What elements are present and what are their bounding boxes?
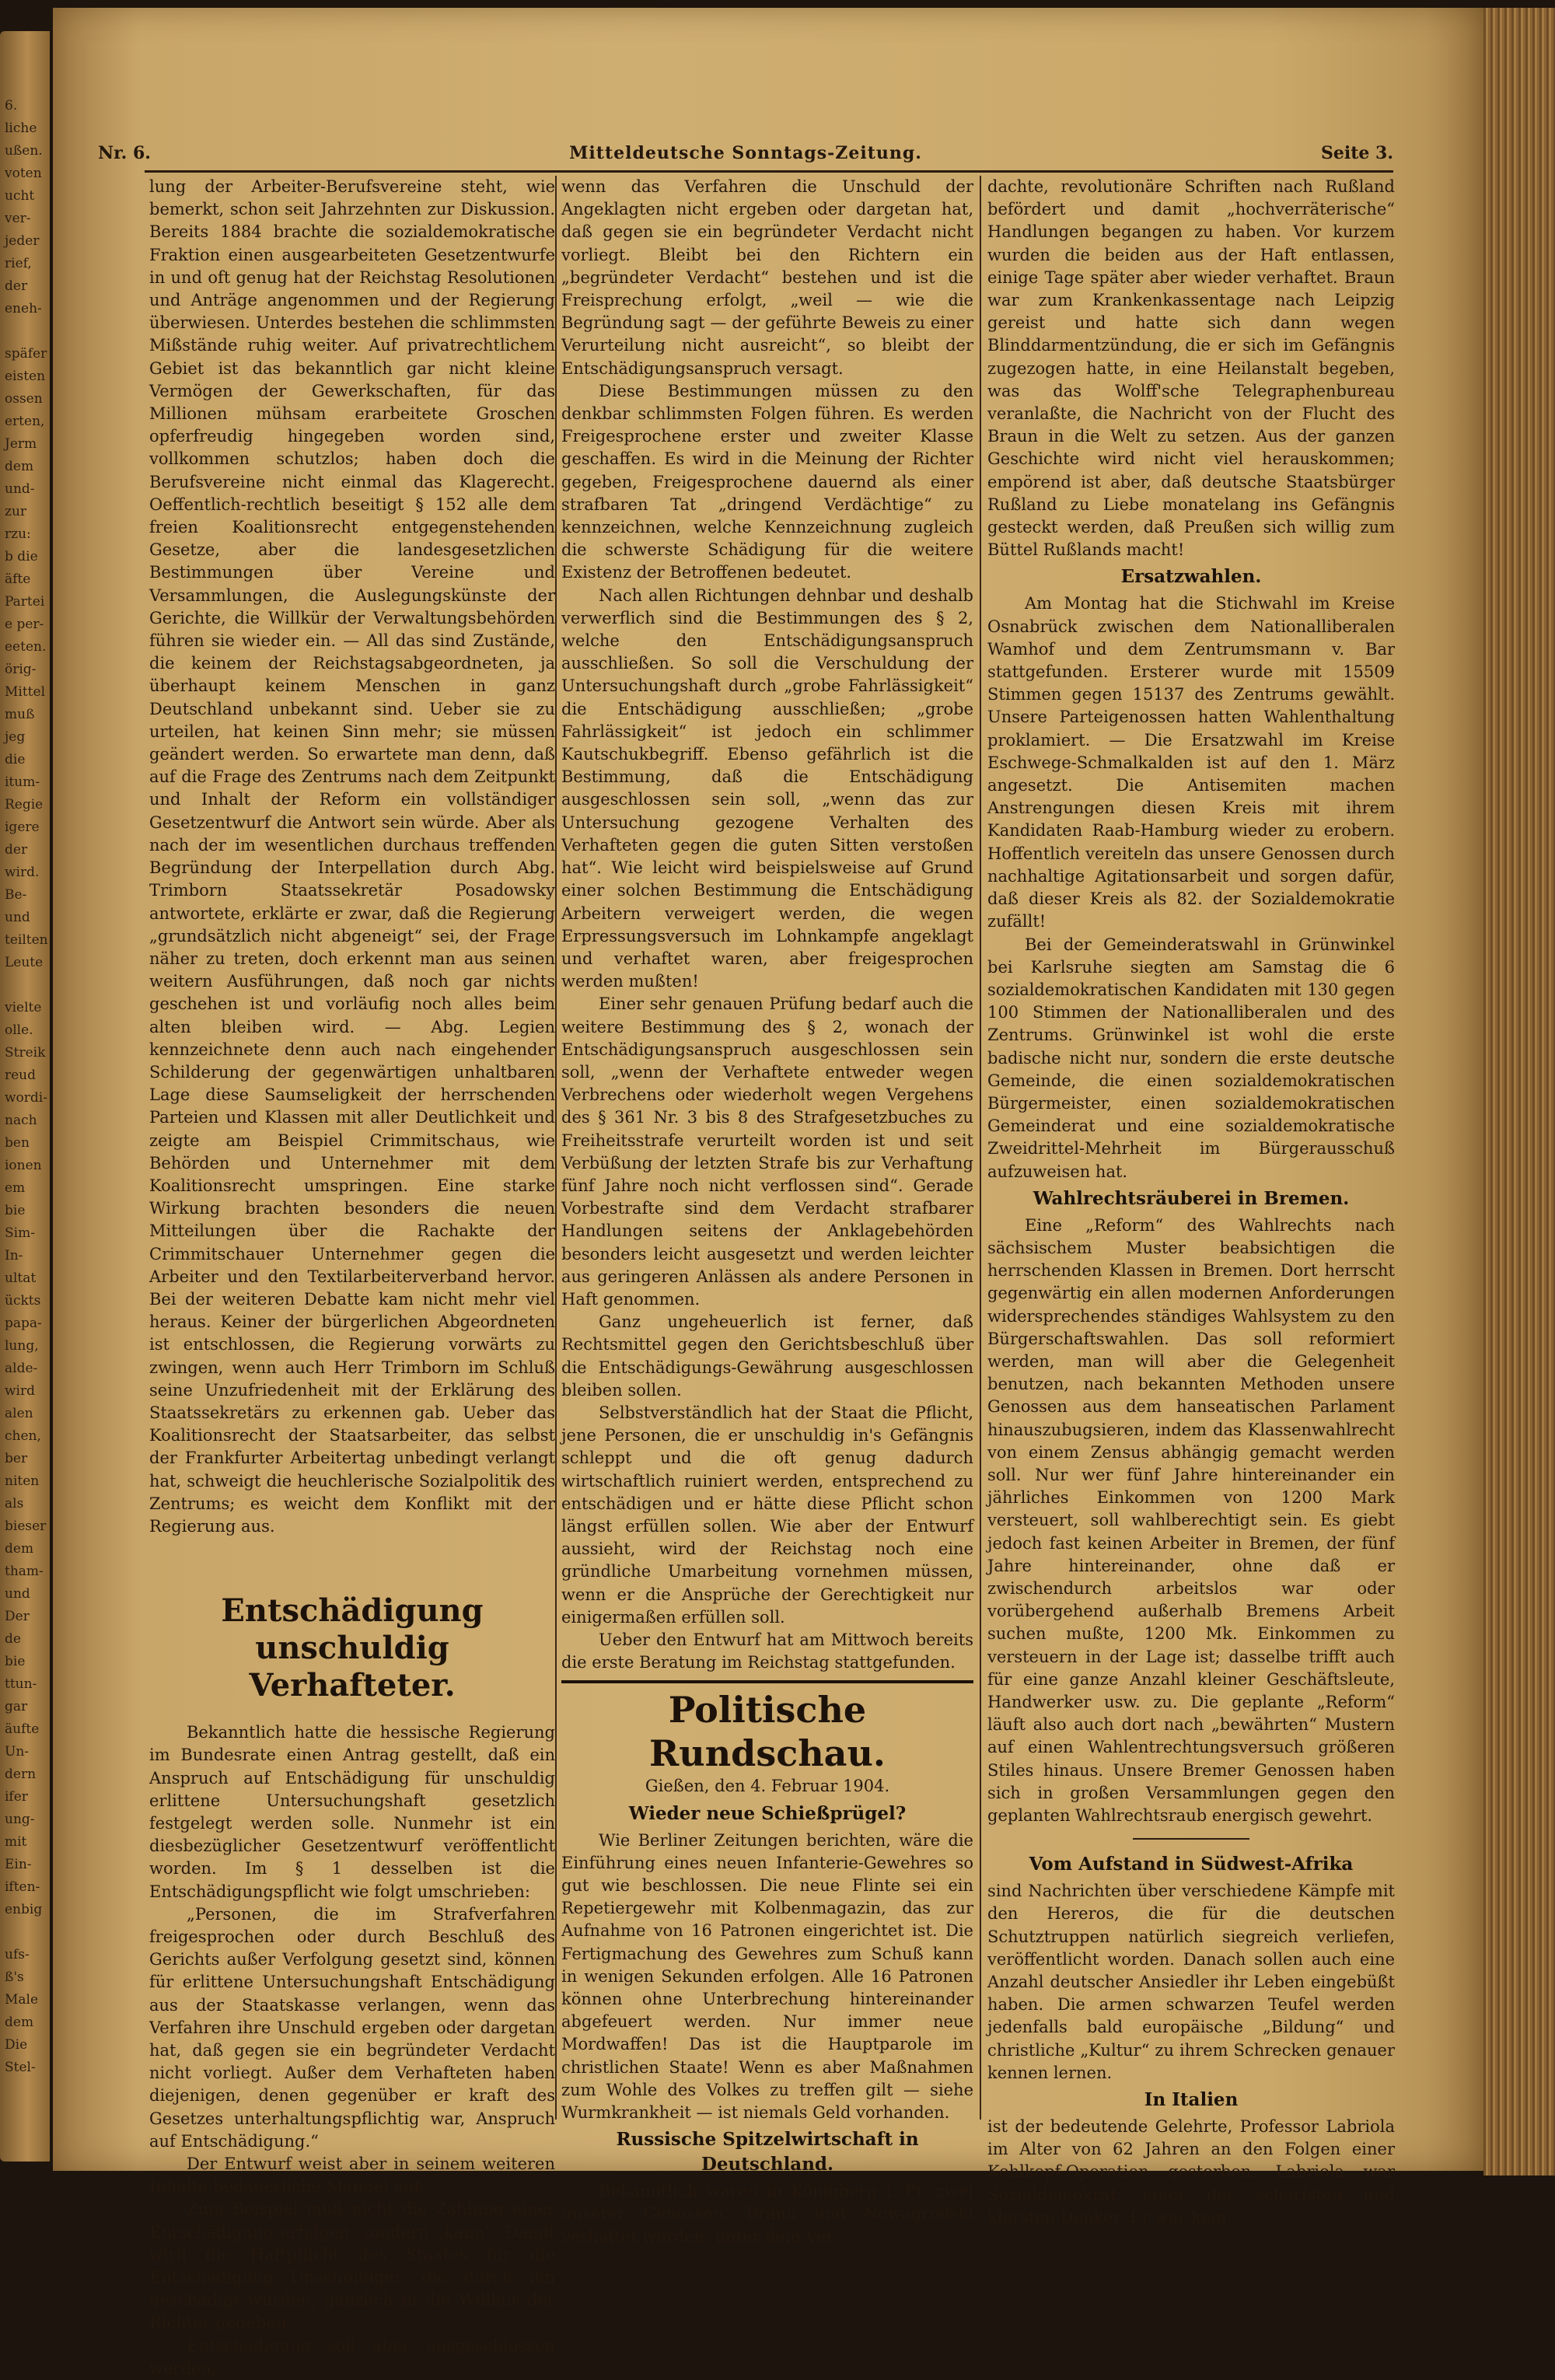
previous-page-fragment: itum- (5, 774, 40, 790)
previous-page-fragment: lung, (5, 1338, 39, 1354)
article-text: sind Nachrichten über verschiedene Kämpfe mit den Hereros, die für die deutschen Schutztruppen natürlich siegreich verliefen, veröffentlicht worden. Danach sollen auch eine Anzahl deutscher Ansiedler ihr Leben eingebüßt haben. Die armen schwarzen Teufel werden jedenfalls bald europäische „Bildung“ und christliche „Kultur“ zu ihrem Schrecken genauer kennen lernen. (987, 1882, 1395, 2082)
article-text: Bekanntlich hatte die hessische Regierung im Bundesrate einen Antrag gestellt, daß ein Anspruch auf Entschädigung für unschuldig erlittene Untersuchungshaft gesetzlich festgelegt werden solle. Nunmehr ist ein diesbezüglicher Gesetzentwurf veröffentlicht worden. Im § 1 desselben ist die Entschädigungspflicht wie folgt umschrieben: (149, 1723, 555, 1901)
previous-page-fragment: reud (5, 1068, 37, 1083)
article-text: Bei der Gemeinderatswahl in Grünwinkel bei Karlsruhe siegten am Samstag die 6 sozialdemokratischen Kandidaten mit 130 gegen 100 Stimmen der Nationalliberalen und des Zentrums. Grünwinkel ist wohl die erste badische nicht nur, sondern die erste deutsche Gemeinde, die einen sozialdemokratischen Bürgermeister, einen sozialdemokratischen Gemeinderat und eine sozialdemokratische Zweidrittel-Mehrheit im Bürgerausschuß aufzuweisen hat. (987, 935, 1395, 1181)
article-text: Einer sehr genauen Prüfung bedarf auch die weitere Bestimmung des § 2, wonach der Entschädigungsanspruch ausgeschlossen sein soll, „wenn der Verhaftete entweder wegen Verbrechens oder wiederholt wegen Vergehens des § 361 Nr. 3 bis 8 des Strafgesetzbuches zu Freiheitsstrafe verurteilt worden ist und seit Verbüßung der letzten Strafe bis zur Verhaftung fünf Jahre noch nicht verflossen sind“. Gerade Vorbestrafte sind dem Verdacht strafbarer Handlungen seitens der Anklagebehörden besonders leicht ausgesetzt und werden leichter aus geringeren Anlässen als andere Personen in Haft genommen. (561, 994, 973, 1309)
previous-page-fragment: bie (5, 1203, 26, 1218)
previous-page-fragment: ucht (5, 188, 35, 204)
subheading: Russische Spitzelwirtschaft in Deutschland. (616, 2129, 919, 2176)
previous-page-fragment: rief, (5, 256, 32, 271)
section-title: Politische Rundschau. (649, 1689, 886, 1775)
subheading: Vom Aufstand in Südwest-Afrika (1029, 1854, 1354, 1875)
column-rule-2 (980, 176, 981, 2120)
previous-page-fragment (5, 974, 50, 997)
newspaper-title: Mitteldeutsche Sonntags-Zeitung. (569, 143, 922, 163)
previous-page-fragment: eeten. (5, 639, 47, 655)
previous-page-fragment: olle. (5, 1022, 33, 1038)
previous-page-fragment: Leute (5, 955, 44, 970)
article-text: wenn das Verfahren die Unschuld der Angeklagten nicht ergeben oder dargetan hat, daß gegen sie ein begründeter Verdacht nicht vorliegt. Bleibt bei den Richtern ein „begründeter Verdacht“ bestehen und ist die Freisprechung erfolgt, „weil — wie die Begründung sagt — der geführte Beweis zu einer Verurteilung nicht ausreicht“, so bleibt der Entschädigungsanspruch versagt. (561, 177, 973, 378)
previous-page-fragment: de (5, 1631, 21, 1647)
previous-page-fragment: nach (5, 1113, 37, 1128)
article-headline: Entschädigung unschuldig Verhafteter. (221, 1592, 484, 1704)
previous-page-fragment: ufs- (5, 1947, 30, 1962)
previous-page-fragment: e per- (5, 617, 44, 632)
previous-page-fragment: ionen (5, 1158, 42, 1173)
previous-page-fragment: dem (5, 2015, 34, 2030)
previous-page-fragments (0, 31, 50, 2079)
previous-page-fragment: äufte (5, 1721, 40, 1737)
article-text: Am Montag hat die Stichwahl im Kreise Osnabrück zwischen dem Nationalliberalen Wamhof und dem Zentrumsmann v. Bar stattgefunden. Ersterer wurde mit 15509 Stimmen gegen 15137 des Zentrums gewählt. Unsere Parteigenossen hatten Wahlenthaltung proklamiert. — Die Ersatzwahl im Kreise Eschwege-Schmalkalden ist auf den 1. März angesetzt. Die Antisemiten machen Anstrengungen diesen Kreis mit ihrem Kandidaten Raab-Hamburg wieder zu erobern. Hoffentlich vereiteln das unsere Genossen durch nachhaltige Agitationsarbeit und sorgen dafür, daß dieser Kreis als 82. der Sozialdemokratie zufällt! (987, 594, 1395, 931)
previous-page-fragment: Die (5, 2037, 28, 2053)
previous-page-fragment: der (5, 842, 28, 858)
subheading: Wieder neue Schießprügel? (628, 1802, 907, 1824)
previous-page-fragment: jeder (5, 233, 40, 249)
previous-page-fragment: teilten (5, 932, 48, 948)
previous-page-fragment: ver- (5, 211, 31, 226)
article-text: lung der Arbeiter-Berufsvereine steht, wie bemerkt, schon seit Jahrzehnten zur Diskussion. Bereits 1884 brachte die sozialdemokratische Fraktion einen ausgearbeiteten Gesetzentwurfe in und oft genug hat der Reichstag Resolutionen und Anträge angenommen und der Regierung überwiesen. Unterdes bestehen die schlimmsten Mißstände ruhig weiter. Auf privatrechtlichem Gebiet ist das bekanntlich gar nicht kleine Vermögen der Gewerkschaften, für das Millionen mühsam erarbeitete Groschen opferfreudig hingegeben worden sind, vollkommen schutzlos; haben doch die Berufsvereine nicht einmal das Klagerecht. Oeffentlich-rechtlich beseitigt § 152 alle dem freien Koalitionsrecht entgegenstehenden Gesetze, aber die landesgesetzlichen Bestimmungen über Vereine und Versammlungen, die Auslegungskünste der Gerichte, die Willkür der Verwaltungsbehörden führen sie wieder ein. — All das sind Zustände, die keinem der Reichstagsabgeordneten, ja überhaupt keinem Menschen in ganz Deutschland unbekannt sind. Ueber sie zu urteilen, hat keinen Sinn mehr; sie müssen geändert werden. So erwartete man denn, daß auf die Frage des Zentrums nach dem Zeitpunkt und Inhalt der Reform ein vollständiger Gesetzentwurf die Antwort sein würde. Aber als nach der im wesentlichen durchaus treffenden Begründung der Interpellation durch Abg. Trimborn Staatssekretär Posadowsky antwortete, erklärte er zwar, daß die Regierung „grundsätzlich nicht abgeneigt“ sei, der Frage näher zu treten, doch erkennt man aus seinen weitern Ausführungen, daß noch gar nichts geschehen ist und vorläufig noch alles beim alten bleiben wird. — Abg. Legien kennzeichnete denn auch nach eingehender Schilderung der gegenwärtigen unhaltbaren Lage diese Saumseligkeit der herrschenden Parteien und Klassen mit aller Deutlichkeit und zeigte am Beispiel Crimmitschaus, wie Behörden und Unternehmer mit dem Koalitionsrecht umspringen. Eine starke Wirkung brachten besonders die neuen Mitteilungen über die Rachakte der Crimmitschauer Unternehmer gegen die Arbeiter und den Textilarbeiterverband hervor. Bei der weiteren Debatte kam nicht mehr viel heraus. Keiner der bürgerlichen Abgeordneten ist entschlossen, die Regierung vorwärts zu zwingen, wenn auch Herr Trimborn im Schluß seine Unzufriedenheit mit der Erklärung des Staatssekretärs zu erkennen gab. Ueber das Koalitionsrecht der Staatsarbeiter, das selbst der Frankfurter Arbeitertag unbedingt verlangt hat, schweigt die heuchlerische Sozialpolitik des Zentrums; es weicht dem Konflikt mit der Regierung aus. (149, 177, 555, 1536)
previous-page-fragment: späfer (5, 346, 47, 362)
previous-page-fragment: vielte (5, 1000, 42, 1015)
previous-page-fragment: papa- (5, 1316, 42, 1331)
previous-page-fragment: ifer (5, 1789, 28, 1805)
article-text: ist der bedeutende Gelehrte, Professor Labriola im Alter von 62 Jahren an den Folgen einer Kehlkopf-Operation gestorben. Labriola war Sozialdemokrat, einer der schärfsten und klarsten Denker. Er war kein (987, 2117, 1395, 2227)
previous-page-fragment: rzu: (5, 526, 31, 542)
previous-page-fragment: ultat (5, 1270, 37, 1286)
issue-number: Nr. 6. (98, 143, 151, 163)
previous-page-fragment: ß's (5, 1969, 24, 1985)
column-3 (987, 176, 1395, 2229)
article-text: Zum Beispiel muß nicht die Zahlung einer Entschädigung erfolgen, sondern „kann“. Damit wird die Haftpflicht des Staates für die Entschädigung Unschuldiger, die durch ihn geschädigt wurden, gänzlich in die Willkür der Richter gegeben. (149, 2200, 555, 2333)
previous-page-fragment: und (5, 1586, 30, 1602)
previous-page-fragment: liche (5, 121, 37, 136)
previous-page-fragment: Partei (5, 594, 45, 610)
previous-page-fragment: niten (5, 1473, 40, 1489)
previous-page-fragment: alde- (5, 1361, 38, 1376)
previous-page-fragment: die (5, 752, 26, 767)
header-rule (145, 170, 1393, 173)
subheading: Ersatzwahlen. (1120, 566, 1262, 588)
previous-page-fragment: äfte (5, 571, 31, 587)
previous-page-fragment: Mittel (5, 684, 46, 700)
previous-page-fragment: gar (5, 1699, 28, 1714)
previous-page-fragment: iften- (5, 1879, 40, 1895)
previous-page-fragment: ttun- (5, 1676, 37, 1692)
previous-page-fragment: bieser (5, 1519, 47, 1534)
previous-page-fragment: voten (5, 166, 42, 181)
previous-page-fragment: Der (5, 1609, 30, 1624)
previous-page-fragment: eisten (5, 369, 46, 384)
previous-page-fragment: alen (5, 1406, 33, 1421)
previous-page-fragment: In- (5, 1248, 23, 1263)
previous-page-fragment: Un- (5, 1744, 30, 1760)
previous-page-fragment: bie (5, 1654, 26, 1669)
short-divider (1133, 1838, 1249, 1840)
previous-page-fragment: dem (5, 1541, 34, 1557)
previous-page-fragment: ung- (5, 1812, 35, 1827)
article-text: Diese Bestimmungen müssen zu den denkbar schlimmsten Folgen führen. Es werden Freigesprochene erster und zweiter Klasse geschaffen. Es wird in die Meinung der Richter gegeben, Freigesprochene dauernd als einer strafbaren Tat „dringend Verdächtige“ zu kennzeichnen, welche Kennzeichnung zugleich die schwerste Schädigung für die weitere Existenz der Betroffenen bedeutet. (561, 381, 973, 582)
previous-page-fragment: und- (5, 481, 35, 497)
previous-page-fragment: örig- (5, 662, 37, 677)
previous-page-fragment: dern (5, 1767, 37, 1782)
previous-page-fragment: wordi- (5, 1090, 47, 1106)
previous-page-fragment: ber (5, 1451, 28, 1466)
previous-page-fragment: Streik (5, 1045, 46, 1061)
previous-page-fragment: Sim- (5, 1225, 35, 1241)
article-text: Wie Berliner Zeitungen berichten, wäre die Einführung eines neuen Infanterie-Gewehres so gut wie beschlossen. Die neue Flinte sei ein Repetiergewehr mit Kolbenmagazin, das zur Aufnahme von 16 Patronen eingerichtet ist. Die Fertigmachung des Gewehres zum Schuß kann in wenigen Sekunden erfolgen. Alle 16 Patronen können ohne Unterbrechung hintereinander abgefeuert werden. Nur immer neue Mordwaffen! Das ist die Hauptparole im christlichen Staate! Wenn es aber Maßnahmen zum Wohle des Volkes zu treffen gilt — siehe Wurmkrankheit — ist niemals Geld vorhanden. (561, 1830, 973, 2123)
previous-page-fragment: Ein- (5, 1857, 32, 1872)
previous-page-edge (0, 31, 50, 2162)
subheading: In Italien (1144, 2089, 1239, 2111)
previous-page-fragment: tham- (5, 1564, 44, 1579)
article-text: Ganz ungeheuerlich ist ferner, daß Rechtsmittel gegen den Gerichtsbeschluß über die Entschädigungs-Gewährung ausgeschlossen bleiben sollen. (561, 1312, 973, 1400)
article-text: Der Entwurf weist aber in seinem weiteren Inhalte bedauerliche Mängel auf. (149, 2155, 555, 2197)
previous-page-fragment: ußen. (5, 143, 43, 159)
previous-page-fragment: Stel- (5, 2060, 36, 2075)
previous-page-fragment: Regie (5, 797, 44, 813)
previous-page-fragment: erten, (5, 414, 45, 429)
previous-page-fragment: jeg (5, 729, 26, 745)
previous-page-fragment: ückts (5, 1293, 41, 1309)
article-text: Entschädigung soll aber ausgeschlossen werden, (149, 2336, 555, 2378)
previous-page-fragment: chen, (5, 1428, 41, 1444)
previous-page-fragment (5, 1921, 50, 1944)
article-text: Bekanntlich waren in Königberg i. Pr. zwei unserer Genossen, Braun und Nowagrodski verhaftet worden, unter dem Ver- (561, 2182, 973, 2246)
column-rule-1 (555, 176, 557, 2120)
page-number: Seite 3. (1320, 143, 1393, 163)
previous-page-fragment: em (5, 1180, 26, 1196)
page-header (98, 143, 1393, 174)
dateline: Gießen, den 4. Februar 1904. (645, 1777, 890, 1796)
previous-page-fragment: muß (5, 707, 35, 722)
previous-page-fragment: enbig (5, 1902, 43, 1917)
previous-page-fragment (5, 320, 50, 343)
article-text: dachte, revolutionäre Schriften nach Rußland befördert und damit „hochverräterische“ Handlungen begangen zu haben. Vor kurzem wurden die beiden aus der Haft entlassen, einige Tage später aber wieder verhaftet. Braun war zum Krankenkassentage nach Leipzig gereist und hatte sich dann wegen Blinddarmentzündung, die er sich im Gefängnis zugezogen hatte, in eine Heilanstalt begeben, was das Wolff'sche Telegraphenbureau veranlaßte, die Nachricht von der Flucht des Braun in die Welt zu setzen. Aus der ganzen Geschichte wird nicht viel herauskommen; empörend ist aber, daß deutsche Staatsbürger Rußland zu Liebe monatelang ins Gefängnis gesteckt werden, daß Preußen sich willig zum Büttel Rußlands macht! (987, 177, 1395, 560)
previous-page-fragment: und (5, 910, 30, 925)
article-text: Eine „Reform“ des Wahlrechts nach sächsischem Muster beabsichtigen die herrschenden Klassen in Bremen. Dort herrscht gegenwärtig ein allen modernen Anforderungen widersprechendes ständiges Wahlsystem zu den Bürgerschaftswahlen. Das soll reformiert werden, man will aber die Gelegenheit benutzen, nach bekannten Methoden unsere Genossen aus dem hanseatischen Parlament hinauszubugsieren, indem das Klassenwahlrecht von einem Zensus abhängig gemacht werden soll. Nur wer fünf Jahre hintereinander ein jährliches Einkommen von 1200 Mark versteuert, soll wahlberechtigt sein. Es giebt jedoch fast keinen Arbeiter in Bremen, der fünf Jahre hintereinander, ohne daß er zwischendurch arbeitslos war oder vorübergehend außerhalb Bremens Arbeit suchen mußte, 1200 Mk. Einkommen zu versteuern in der Lage ist; dasselbe trifft auch für eine ganze Anzahl kleiner Geschäftsleute, Handwerker usw. zu. Die geplante „Reform“ läuft also auch dort nach „bewährten“ Mustern auf einen Wahlentrechtungsversuch größeren Stiles hinaus. Unsere Bremer Genossen haben sich in großen Versammlungen gegen den geplanten Wahlrechtsraub energisch gewehrt. (987, 1215, 1395, 1826)
previous-page-fragment: ossen (5, 391, 43, 407)
previous-page-fragment: wird. (5, 865, 40, 880)
previous-page-fragment: 6. (5, 98, 18, 114)
previous-page-fragment: der (5, 278, 28, 294)
previous-page-fragment: b die (5, 549, 38, 564)
subheading: Wahlrechtsräuberei in Bremen. (1033, 1187, 1350, 1209)
previous-page-fragment: als (5, 1496, 24, 1512)
previous-page-fragment: eneh- (5, 301, 42, 316)
article-text: Ueber den Entwurf hat am Mittwoch bereits die erste Beratung im Reichstag stattgefunden. (561, 1630, 973, 1672)
previous-page-fragment: wird (5, 1383, 35, 1399)
previous-page-fragment: mit (5, 1834, 27, 1850)
section-divider (561, 1680, 973, 1683)
previous-page-fragment: zur (5, 504, 27, 519)
article-text: Selbstverständlich hat der Staat die Pflicht, jene Personen, die er unschuldig in's Gefängnis schleppt und die oft genug dadurch wirtschaftlich ruiniert werden, entsprechend zu entschädigen und er hätte diese Pflicht schon längst erfüllen sollen. Wie aber der Entwurf aussieht, wird der Reichstag noch eine gründliche Umarbeitung vornehmen müssen, wenn er die Ansprüche der Gerechtigkeit nur einigermaßen erfüllen soll. (561, 1403, 973, 1627)
previous-page-fragment: dem (5, 459, 34, 474)
column-2 (561, 176, 973, 2249)
article-quote: „Personen, die im Strafverfahren freigesprochen oder durch Beschluß des Gerichts außer Verfolgung gesetzt sind, können für erlittene Untersuchungshaft Entschädigung aus der Staatskasse verlangen, wenn das Verfahren ihre Unschuld ergeben oder dargetan hat, daß gegen sie ein begründeter Verdacht nicht vorliegt. Außer dem Verhafteten haben diejenigen, denen gegenüber er kraft des Gesetzes unterhaltungspflichtig war, Anspruch auf Entschädigung.“ (149, 1904, 555, 2151)
previous-page-fragment: Male (5, 1992, 39, 2008)
column-1 (149, 176, 555, 2380)
previous-page-fragment: ben (5, 1135, 30, 1151)
previous-page-fragment: Be- (5, 887, 27, 903)
article-text: Nach allen Richtungen dehnbar und deshalb verwerflich sind die Bestimmungen des § 2, welche den Entschädigungsanspruch ausschließen. So soll die Verschuldung der Untersuchungshaft durch „grobe Fahrlässigkeit“ die Entschädigung ausschließen; „grobe Fahrlässigkeit“ ist jedoch ein schlimmer Kautschukbegriff. Ebenso gefährlich ist die Bestimmung, daß die Entschädigung ausgeschlossen sein soll, „wenn das zur Untersuchung gezogene Verhalten des Verhafteten gegen die guten Sitten verstoßen hat“. Wie leicht wird beispielsweise auf Grund einer solchen Bestimmung die Entschädigung Arbeitern verweigert werden, die wegen Erpressungsversuch im Lohnkampfe angeklagt und verhaftet waren, aber freigesprochen werden mußten! (561, 585, 973, 991)
previous-page-fragment: igere (5, 820, 40, 835)
book-page-edges (1483, 8, 1555, 2176)
previous-page-fragment: Jerm (5, 436, 37, 452)
